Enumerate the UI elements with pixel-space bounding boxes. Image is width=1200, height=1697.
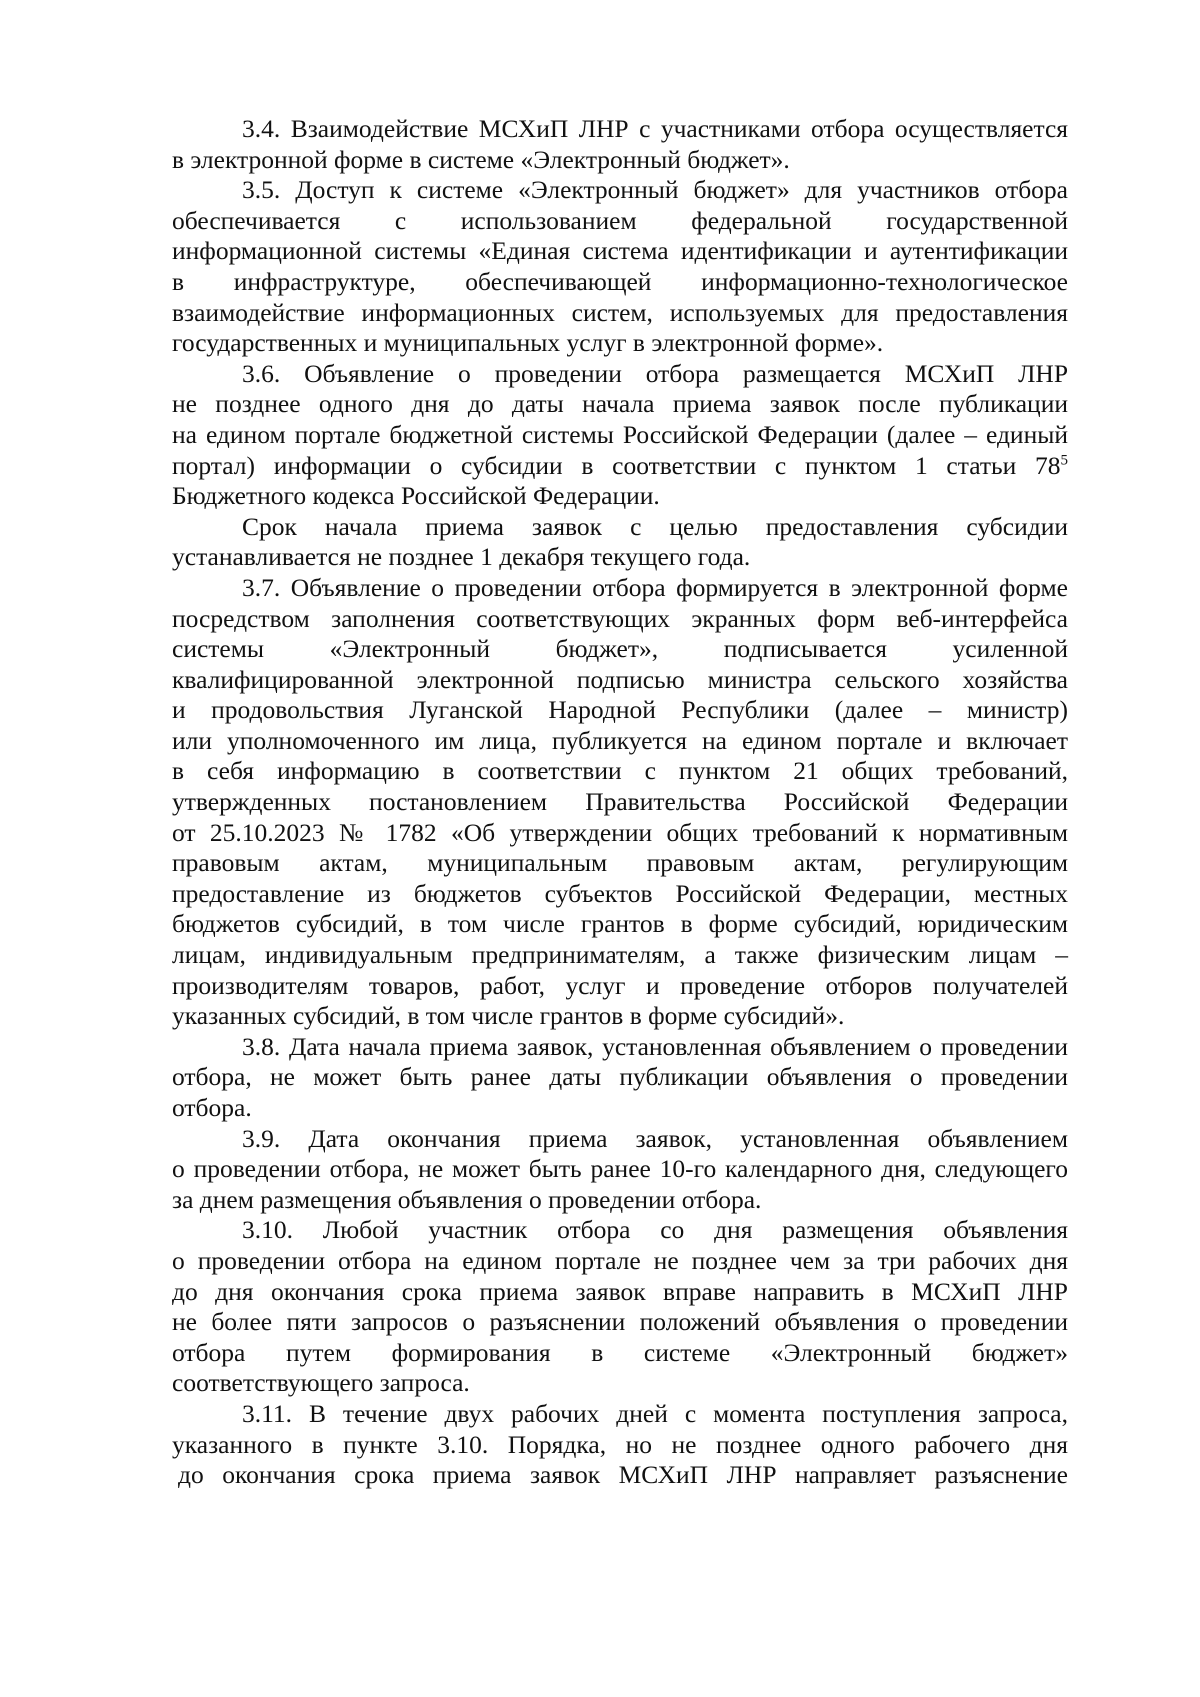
text-line: устанавливается не позднее 1 декабря текущего года. <box>172 542 751 572</box>
text-line: предоставление из бюджетов субъектов Российской Федерации, местных <box>172 878 1068 908</box>
text-line: квалифицированной электронной подписью министра сельского хозяйства <box>172 664 1068 694</box>
text-line: бюджетов субсидий, в том числе грантов в форме субсидий, юридическим <box>172 909 1068 939</box>
paragraph-3-5 <box>172 175 1068 359</box>
text-line: о проведении отбора на едином портале не позднее чем за три рабочих дня <box>172 1245 1068 1275</box>
paragraph-3-4 <box>172 114 1068 175</box>
text-line: до окончания срока приема заявок МСХиП ЛНР направляет разъяснение <box>178 1460 1068 1490</box>
text-line: 3.6. Объявление о проведении отбора размещается МСХиП ЛНР <box>242 358 1068 388</box>
text-line: или уполномоченного им лица, публикуется на едином портале и включает <box>172 725 1068 755</box>
text-line: не более пяти запросов о разъяснении положений объявления о проведении <box>172 1307 1068 1337</box>
text-line: 3.9. Дата окончания приема заявок, установленная объявлением <box>242 1123 1068 1153</box>
text-line: 3.4. Взаимодействие МСХиП ЛНР с участниками отбора осуществляется <box>242 114 1068 143</box>
paragraph-3-7 <box>172 573 1068 1032</box>
text-line: отбора, не может быть ранее даты публикации объявления о проведении <box>172 1062 1068 1092</box>
paragraph-3-6 <box>172 359 1068 512</box>
text-line: Бюджетного кодекса Российской Федерации. <box>172 481 660 511</box>
text-line: не позднее одного дня до даты начала приема заявок после публикации <box>172 389 1068 419</box>
text-line: указанных субсидий, в том числе грантов в форме субсидий». <box>172 1001 845 1031</box>
paragraph-3-10 <box>172 1215 1068 1399</box>
text-line: 3.10. Любой участник отбора со дня размещения объявления <box>242 1215 1068 1245</box>
paragraph-3-11 <box>172 1399 1068 1491</box>
text-line-body: портал) информации о субсидии в соответствии с пунктом 1 статьи 78 <box>172 450 1061 480</box>
text-line: системы «Электронный бюджет», подписывается усиленной <box>172 634 1068 664</box>
paragraph-3-9 <box>172 1124 1068 1216</box>
text-line: 3.11. В течение двух рабочих дней с момента поступления запроса, <box>242 1398 1068 1428</box>
text-line: в себя информацию в соответствии с пунктом 21 общих требований, <box>172 756 1068 786</box>
text-line: взаимодействие информационных систем, используемых для предоставления <box>172 297 1068 327</box>
text-line-with-superscript <box>172 451 1068 482</box>
text-line: утвержденных постановлением Правительства Российской Федерации <box>172 787 1068 817</box>
text-line: 3.7. Объявление о проведении отбора формируется в электронной форме <box>242 572 1068 602</box>
text-line: информационной системы «Единая система идентификации и аутентификации <box>172 236 1068 266</box>
text-line: обеспечивается с использованием федеральной государственной <box>172 205 1068 235</box>
text-line: от 25.10.2023 № 1782 «Об утверждении общих требований к нормативным <box>172 817 1068 847</box>
text-line: 3.5. Доступ к системе «Электронный бюджет» для участников отбора <box>242 175 1068 205</box>
text-line: государственных и муниципальных услуг в электронной форме». <box>172 328 884 358</box>
text-line: Срок начала приема заявок с целью предоставления субсидии <box>242 511 1068 541</box>
text-line: посредством заполнения соответствующих экранных форм веб-интерфейса <box>172 603 1068 633</box>
text-line: за днем размещения объявления о проведении отбора. <box>172 1184 762 1214</box>
paragraph-3-8 <box>172 1032 1068 1124</box>
text-line: 3.8. Дата начала приема заявок, установленная объявлением о проведении <box>242 1031 1068 1061</box>
text-line: в электронной форме в системе «Электронный бюджет». <box>172 144 790 174</box>
article-superscript: 5 <box>1060 452 1068 469</box>
text-line: о проведении отбора, не может быть ранее 10-го календарного дня, следующего <box>172 1154 1068 1184</box>
text-line: на едином портале бюджетной системы Российской Федерации (далее – единый <box>172 419 1068 449</box>
text-line: указанного в пункте 3.10. Порядка, но не позднее одного рабочего дня <box>172 1429 1068 1459</box>
text-line: отбора путем формирования в системе «Электронный бюджет» <box>172 1337 1068 1367</box>
text-line: и продовольствия Луганской Народной Республики (далее – министр) <box>172 695 1068 725</box>
text-line: до дня окончания срока приема заявок вправе направить в МСХиП ЛНР <box>172 1276 1068 1306</box>
text-line: лицам, индивидуальным предпринимателям, а также физическим лицам – <box>172 940 1068 970</box>
text-line: производителям товаров, работ, услуг и проведение отборов получателей <box>172 970 1068 1000</box>
text-line: соответствующего запроса. <box>172 1368 470 1398</box>
text-line: отбора. <box>172 1093 252 1122</box>
text-line: правовым актам, муниципальным правовым актам, регулирующим <box>172 848 1068 878</box>
document-page <box>172 114 1068 1491</box>
text-line: в инфраструктуре, обеспечивающей информационно-технологическое <box>172 266 1068 296</box>
paragraph-srok <box>172 512 1068 573</box>
